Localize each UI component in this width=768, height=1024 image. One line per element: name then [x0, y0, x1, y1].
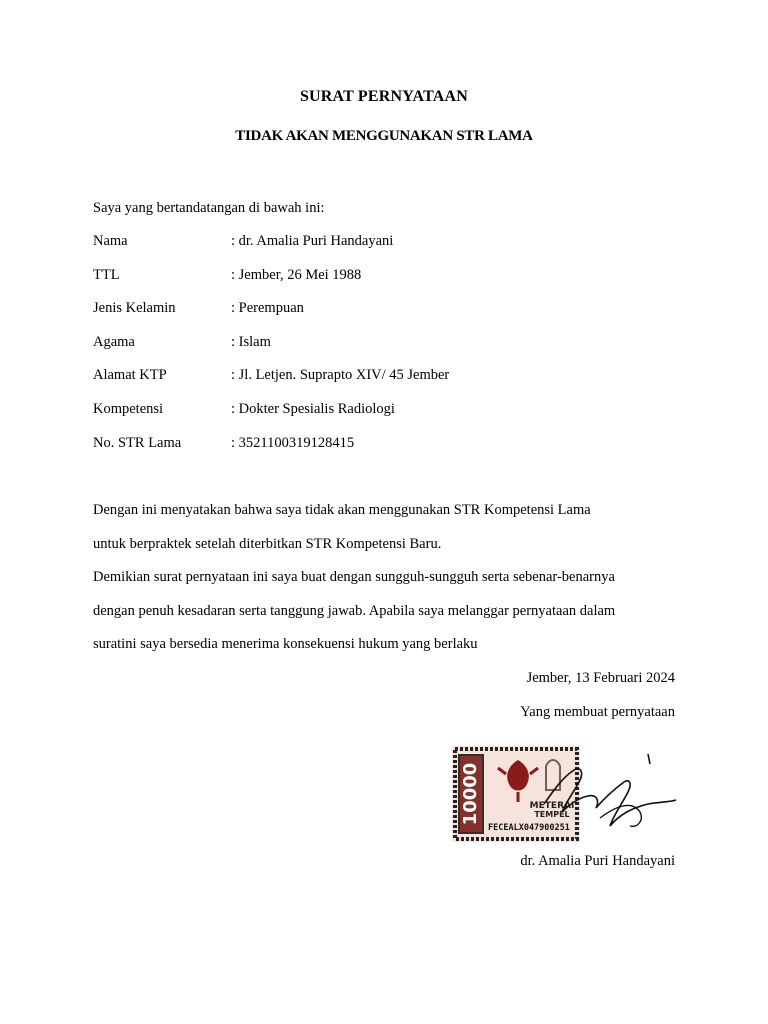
signature-scribble: [540, 748, 680, 838]
field-value-ttl: : Jember, 26 Mei 1988: [231, 267, 362, 283]
field-value-kompetensi: : Dokter Spesialis Radiologi: [231, 401, 395, 417]
signer-caption: Yang membuat pernyataan: [520, 704, 675, 720]
signature-stroke-2: [596, 781, 676, 826]
field-value-nama: : dr. Amalia Puri Handayani: [231, 233, 394, 249]
stamp-serial: FECEALX047900251: [488, 823, 570, 833]
field-value-jenis-kelamin: : Perempuan: [231, 300, 304, 316]
field-label-ttl: TTL: [93, 267, 120, 283]
body-line-5: suratini saya bersedia menerima konsekuensi hukum yang berlaku: [93, 636, 478, 652]
signature-stroke-1: [544, 769, 598, 812]
signer-name: dr. Amalia Puri Handayani: [520, 853, 675, 869]
stamp-label-meterai: METERAI: [529, 801, 575, 811]
body-line-3: Demikian surat pernyataan ini saya buat dengan sungguh-sungguh serta sebenar-benarnya: [93, 569, 615, 585]
place-date: Jember, 13 Februari 2024: [526, 670, 675, 686]
intro-text: Saya yang bertandatangan di bawah ini:: [93, 200, 325, 216]
field-label-jenis-kelamin: Jenis Kelamin: [93, 300, 176, 316]
document-title: SURAT PERNYATAAN: [299, 88, 469, 105]
field-label-alamat-ktp: Alamat KTP: [93, 367, 167, 383]
stamp-value: 10000: [460, 762, 481, 826]
field-label-nama: Nama: [93, 233, 128, 249]
field-label-no-str-lama: No. STR Lama: [93, 435, 182, 451]
field-label-agama: Agama: [93, 334, 135, 350]
body-line-1: Dengan ini menyatakan bahwa saya tidak akan menggunakan STR Kompetensi Lama: [93, 502, 591, 518]
signature-tick: [648, 754, 650, 764]
body-line-2: untuk berpraktek setelah diterbitkan STR Kompetensi Baru.: [93, 536, 442, 552]
field-value-agama: : Islam: [231, 334, 271, 350]
field-label-kompetensi: Kompetensi: [93, 401, 164, 417]
body-line-4: dengan penuh kesadaran serta tanggung jawab. Apabila saya melanggar pernyataan dalam: [93, 603, 616, 619]
document-subtitle: TIDAK AKAN MENGGUNAKAN STR LAMA: [235, 128, 533, 144]
stamp-label-tempel: TEMPEL: [534, 810, 570, 819]
field-value-no-str-lama: : 3521100319128415: [231, 435, 355, 451]
field-value-alamat-ktp: : Jl. Letjen. Suprapto XIV/ 45 Jember: [231, 367, 450, 383]
